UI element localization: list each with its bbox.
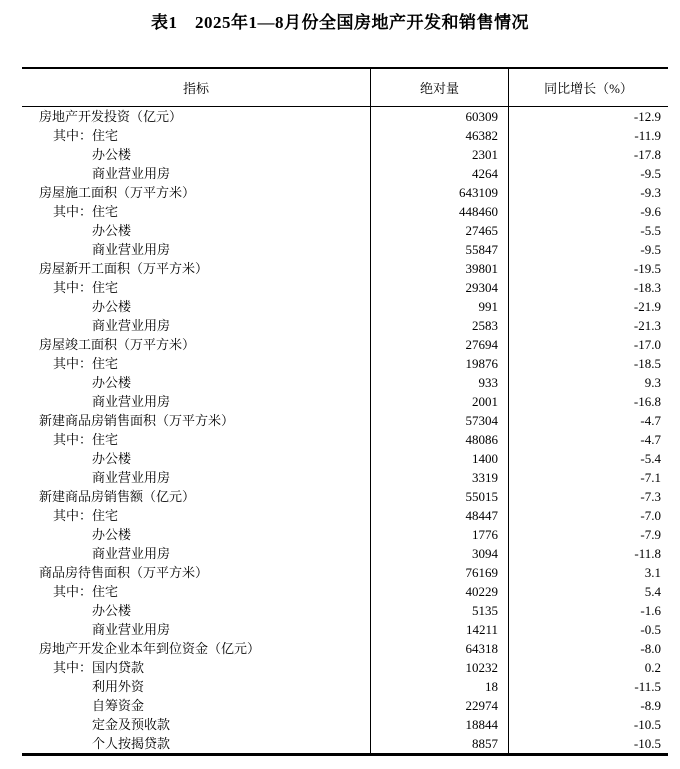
indicator-cell: 商品房待售面积（万平方米） xyxy=(39,565,209,580)
growth-cell: -7.9 xyxy=(508,525,668,544)
absolute-value-cell: 48447 xyxy=(370,506,508,525)
table-row xyxy=(22,677,668,696)
table-row xyxy=(22,430,668,449)
table-row xyxy=(22,278,668,297)
table-row xyxy=(22,696,668,715)
table-row xyxy=(22,734,668,753)
indicator-cell: 房屋新开工面积（万平方米） xyxy=(39,261,209,276)
growth-cell: -10.5 xyxy=(508,715,668,734)
indicator-cell: 其中：住宅 xyxy=(53,432,119,447)
growth-cell: 5.4 xyxy=(508,582,668,601)
indicator-cell: 个人按揭贷款 xyxy=(92,736,171,751)
indicator-cell: 其中：国内贷款 xyxy=(53,660,145,675)
growth-cell: -16.8 xyxy=(508,392,668,411)
absolute-value-cell: 40229 xyxy=(370,582,508,601)
growth-cell: -9.5 xyxy=(508,240,668,259)
table-row xyxy=(22,183,668,202)
table-row xyxy=(22,373,668,392)
absolute-value-cell: 991 xyxy=(370,297,508,316)
absolute-value-cell: 55847 xyxy=(370,240,508,259)
growth-cell: -18.5 xyxy=(508,354,668,373)
growth-cell: 0.2 xyxy=(508,658,668,677)
indicator-cell: 商业营业用房 xyxy=(92,622,171,637)
absolute-value-cell: 18844 xyxy=(370,715,508,734)
indicator-cell: 新建商品房销售面积（万平方米） xyxy=(39,413,235,428)
growth-cell: -5.4 xyxy=(508,449,668,468)
indicator-cell: 办公楼 xyxy=(92,223,132,238)
table-row xyxy=(22,658,668,677)
growth-cell: -17.8 xyxy=(508,145,668,164)
absolute-value-cell: 48086 xyxy=(370,430,508,449)
growth-cell: -19.5 xyxy=(508,259,668,278)
table-row xyxy=(22,259,668,278)
growth-cell: -7.1 xyxy=(508,468,668,487)
growth-cell: -18.3 xyxy=(508,278,668,297)
growth-cell: -5.5 xyxy=(508,221,668,240)
table-row xyxy=(22,506,668,525)
table-row xyxy=(22,164,668,183)
indicator-cell: 商业营业用房 xyxy=(92,546,171,561)
growth-cell: -0.5 xyxy=(508,620,668,639)
absolute-value-cell: 55015 xyxy=(370,487,508,506)
table-row xyxy=(22,411,668,430)
statistics-table xyxy=(22,67,668,756)
growth-cell: -11.8 xyxy=(508,544,668,563)
absolute-value-cell: 933 xyxy=(370,373,508,392)
absolute-value-cell: 29304 xyxy=(370,278,508,297)
absolute-value-cell: 19876 xyxy=(370,354,508,373)
table-row xyxy=(22,620,668,639)
indicator-cell: 房屋竣工面积（万平方米） xyxy=(39,337,196,352)
absolute-value-cell: 3094 xyxy=(370,544,508,563)
absolute-value-cell: 2301 xyxy=(370,145,508,164)
table-row xyxy=(22,354,668,373)
indicator-cell: 商业营业用房 xyxy=(92,242,171,257)
table-row xyxy=(22,316,668,335)
table-row xyxy=(22,639,668,658)
table-row xyxy=(22,221,668,240)
table-row xyxy=(22,582,668,601)
table-row xyxy=(22,126,668,145)
indicator-cell: 办公楼 xyxy=(92,299,132,314)
indicator-cell: 自筹资金 xyxy=(92,698,145,713)
absolute-value-cell: 3319 xyxy=(370,468,508,487)
table-header-row xyxy=(22,69,668,107)
absolute-value-cell: 1776 xyxy=(370,525,508,544)
table-row xyxy=(22,107,668,126)
table-row xyxy=(22,145,668,164)
absolute-value-cell: 1400 xyxy=(370,449,508,468)
absolute-value-cell: 18 xyxy=(370,677,508,696)
growth-cell: -1.6 xyxy=(508,601,668,620)
table-row xyxy=(22,240,668,259)
absolute-value-cell: 2583 xyxy=(370,316,508,335)
indicator-cell: 其中：住宅 xyxy=(53,280,119,295)
table-body xyxy=(22,107,668,753)
growth-cell: -9.3 xyxy=(508,183,668,202)
indicator-cell: 其中：住宅 xyxy=(53,204,119,219)
growth-cell: -8.0 xyxy=(508,639,668,658)
absolute-value-cell: 22974 xyxy=(370,696,508,715)
growth-cell: -17.0 xyxy=(508,335,668,354)
absolute-value-cell: 46382 xyxy=(370,126,508,145)
table-row xyxy=(22,335,668,354)
indicator-cell: 房地产开发企业本年到位资金（亿元） xyxy=(39,641,261,656)
absolute-value-cell: 39801 xyxy=(370,259,508,278)
table-row xyxy=(22,715,668,734)
growth-cell: -11.5 xyxy=(508,677,668,696)
header-yoy-growth: 同比增长（%） xyxy=(508,69,668,106)
growth-cell: -9.6 xyxy=(508,202,668,221)
indicator-cell: 办公楼 xyxy=(92,147,132,162)
indicator-cell: 办公楼 xyxy=(92,451,132,466)
table-title: 表1 2025年1—8月份全国房地产开发和销售情况 xyxy=(151,13,529,32)
indicator-cell: 商业营业用房 xyxy=(92,470,171,485)
indicator-cell: 房地产开发投资（亿元） xyxy=(39,109,183,124)
table-row xyxy=(22,392,668,411)
indicator-cell: 其中：住宅 xyxy=(53,128,119,143)
table-row xyxy=(22,487,668,506)
header-absolute-value: 绝对量 xyxy=(370,69,508,106)
absolute-value-cell: 14211 xyxy=(370,620,508,639)
growth-cell: -12.9 xyxy=(508,107,668,126)
table-row xyxy=(22,449,668,468)
growth-cell: -4.7 xyxy=(508,430,668,449)
table-row xyxy=(22,601,668,620)
growth-cell: -4.7 xyxy=(508,411,668,430)
growth-cell: -10.5 xyxy=(508,734,668,753)
absolute-value-cell: 5135 xyxy=(370,601,508,620)
growth-cell: -11.9 xyxy=(508,126,668,145)
table-row xyxy=(22,544,668,563)
indicator-cell: 定金及预收款 xyxy=(92,717,171,732)
absolute-value-cell: 27465 xyxy=(370,221,508,240)
table-row xyxy=(22,468,668,487)
indicator-cell: 其中：住宅 xyxy=(53,356,119,371)
indicator-cell: 商业营业用房 xyxy=(92,318,171,333)
growth-cell: -7.3 xyxy=(508,487,668,506)
absolute-value-cell: 76169 xyxy=(370,563,508,582)
indicator-cell: 利用外资 xyxy=(92,679,145,694)
indicator-cell: 商业营业用房 xyxy=(92,394,171,409)
absolute-value-cell: 10232 xyxy=(370,658,508,677)
growth-cell: -9.5 xyxy=(508,164,668,183)
growth-cell: -8.9 xyxy=(508,696,668,715)
indicator-cell: 办公楼 xyxy=(92,527,132,542)
indicator-cell: 其中：住宅 xyxy=(53,584,119,599)
growth-cell: 3.1 xyxy=(508,563,668,582)
indicator-cell: 办公楼 xyxy=(92,375,132,390)
absolute-value-cell: 27694 xyxy=(370,335,508,354)
table-row xyxy=(22,563,668,582)
absolute-value-cell: 2001 xyxy=(370,392,508,411)
indicator-cell: 房屋施工面积（万平方米） xyxy=(39,185,196,200)
absolute-value-cell: 643109 xyxy=(370,183,508,202)
table-row xyxy=(22,525,668,544)
indicator-cell: 商业营业用房 xyxy=(92,166,171,181)
header-indicator: 指标 xyxy=(182,81,209,96)
indicator-cell: 办公楼 xyxy=(92,603,132,618)
growth-cell: -21.9 xyxy=(508,297,668,316)
absolute-value-cell: 57304 xyxy=(370,411,508,430)
growth-cell: 9.3 xyxy=(508,373,668,392)
indicator-cell: 其中：住宅 xyxy=(53,508,119,523)
absolute-value-cell: 64318 xyxy=(370,639,508,658)
absolute-value-cell: 4264 xyxy=(370,164,508,183)
table-row xyxy=(22,202,668,221)
absolute-value-cell: 60309 xyxy=(370,107,508,126)
absolute-value-cell: 8857 xyxy=(370,734,508,753)
absolute-value-cell: 448460 xyxy=(370,202,508,221)
indicator-cell: 新建商品房销售额（亿元） xyxy=(39,489,196,504)
growth-cell: -7.0 xyxy=(508,506,668,525)
table-row xyxy=(22,297,668,316)
growth-cell: -21.3 xyxy=(508,316,668,335)
